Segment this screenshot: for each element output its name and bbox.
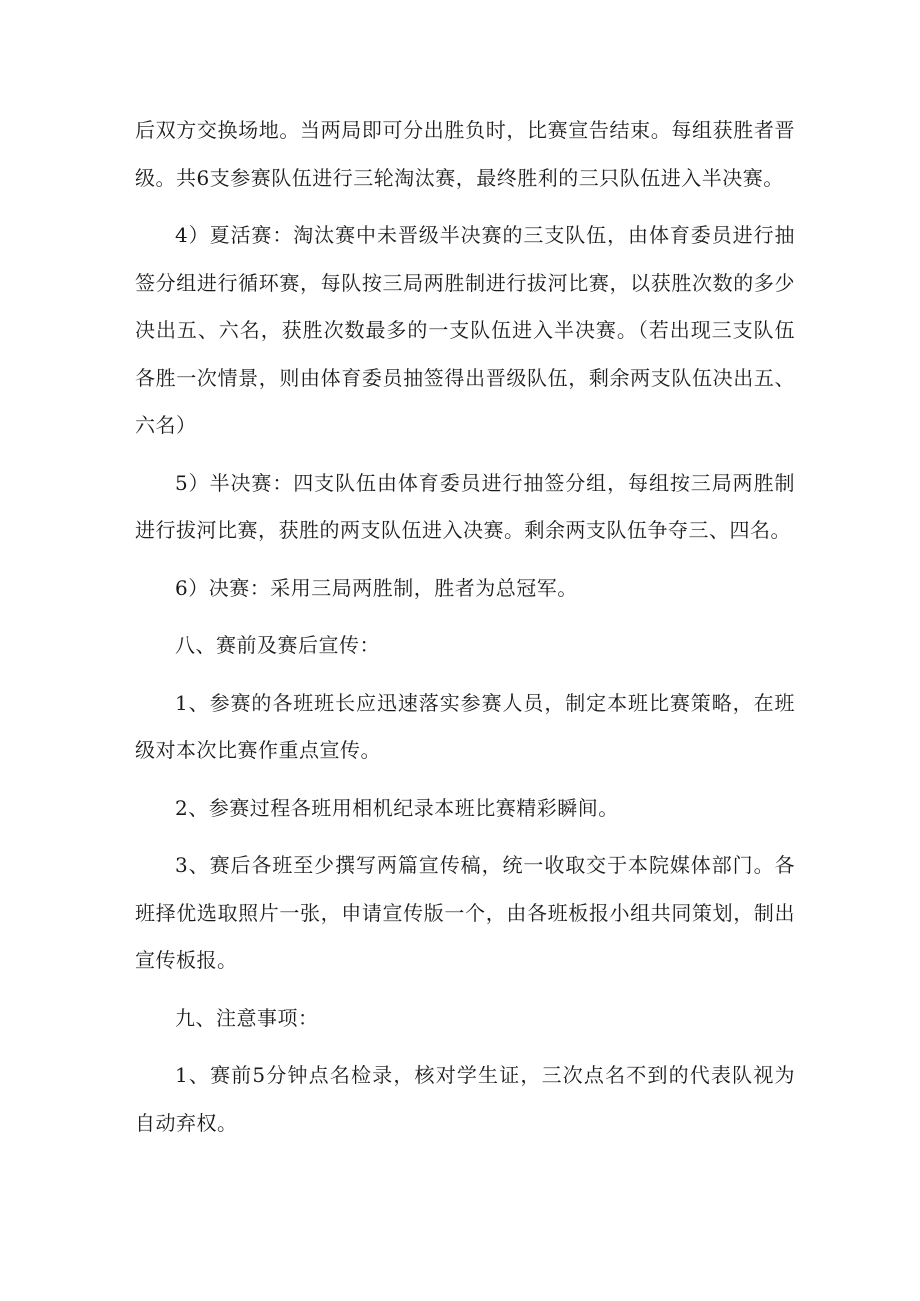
section-heading-publicity: 八、赛前及赛后宣传： bbox=[175, 633, 380, 657]
document-body bbox=[135, 107, 795, 1157]
paragraph-publicity-2: 2、参赛过程各班用相机纪录本班比赛精彩瞬间。 bbox=[175, 795, 619, 820]
section-heading-notes: 九、注意事项： bbox=[175, 1005, 319, 1030]
paragraph-semifinal: 5）半决赛：四支队伍由体育委员进行抽签分组，每组按三局两胜制进行拔河比赛，获胜的两支队伍进入决赛。剩余两支队伍争夺三、四名。 bbox=[135, 470, 795, 542]
paragraph-continuation: 后双方交换场地。当两局即可分出胜负时，比赛宣告结束。每组获胜者晋级。共6支参赛队伍进行三轮淘汰赛，最终胜利的三只队伍进入半决赛。 bbox=[135, 118, 795, 190]
paragraph-repechage: 4）夏活赛：淘汰赛中未晋级半决赛的三支队伍，由体育委员进行抽签分组进行循环赛，每队按三局两胜制进行拔河比赛，以获胜次数的多少决出五、六名，获胜次数最多的一支队伍进入半决赛。（若出现三支队伍各胜一次情景，则由体育委员抽签得出晋级队伍，剩余两支队伍决出五、六名） bbox=[135, 223, 795, 437]
paragraph-publicity-1: 1、参赛的各班班长应迅速落实参赛人员，制定本班比赛策略，在班级对本次比赛作重点宣传。 bbox=[135, 690, 795, 762]
paragraph-notes-1: 1、赛前5分钟点名检录，核对学生证，三次点名不到的代表队视为自动弃权。 bbox=[135, 1063, 795, 1135]
paragraph-publicity-3: 3、赛后各班至少撰写两篇宣传稿，统一收取交于本院媒体部门。各班择优选取照片一张，申请宣传版一个，由各班板报小组共同策划，制出宣传板报。 bbox=[135, 853, 795, 972]
paragraph-final: 6）决赛：采用三局两胜制，胜者为总冠军。 bbox=[175, 575, 578, 600]
